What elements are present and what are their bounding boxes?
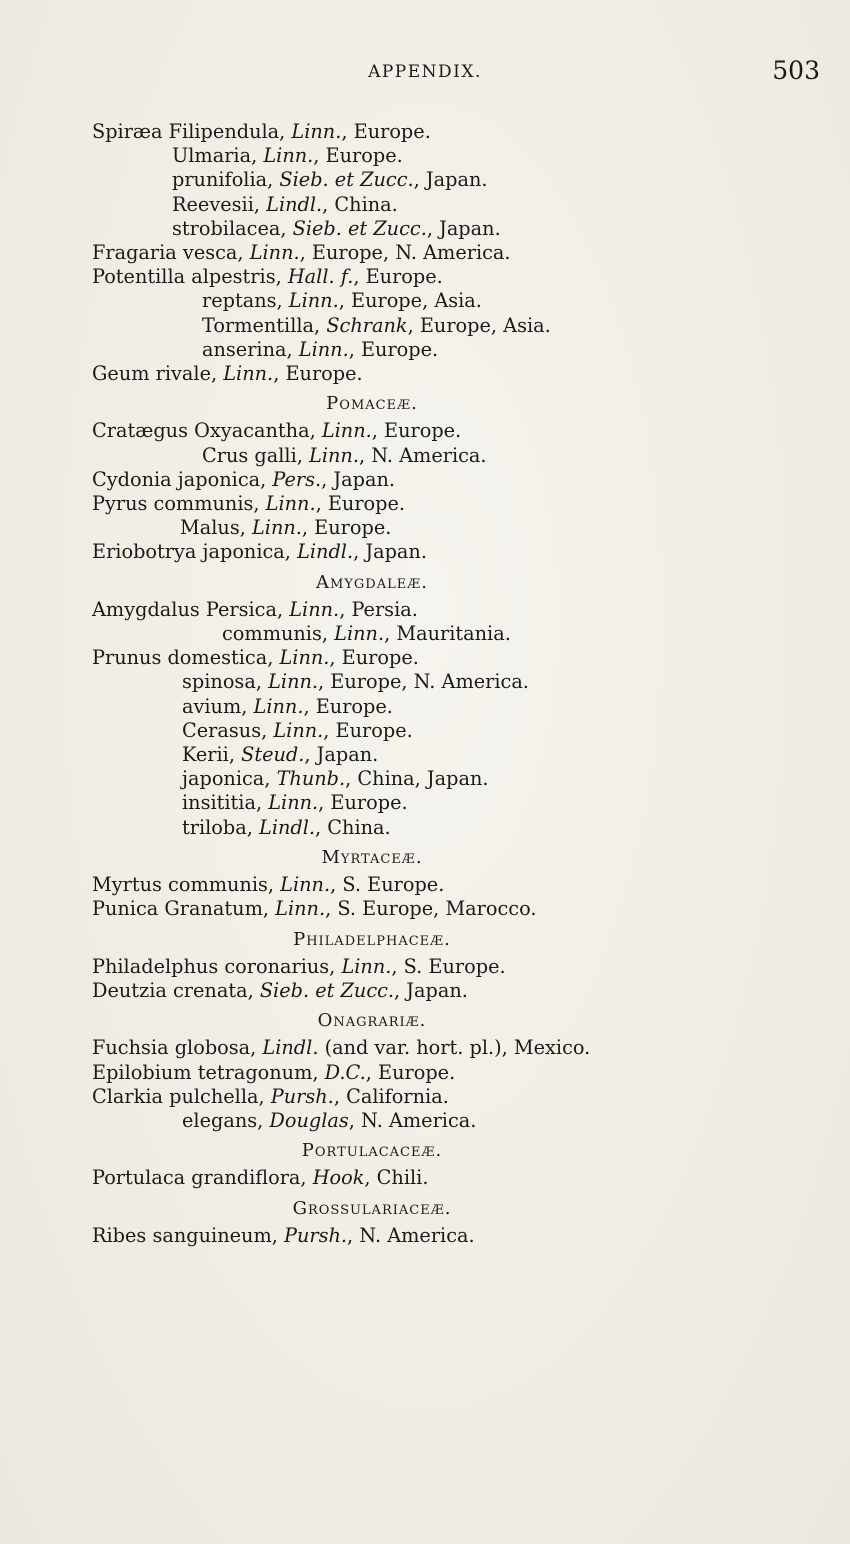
species-list (92, 120, 792, 1248)
species-entry: Philadelphus coronarius, Linn., S. Europe. (92, 954, 506, 978)
species-entry: elegans, Douglas, N. America. (182, 1108, 477, 1132)
species-entry: Prunus domestica, Linn., Europe. (92, 646, 419, 670)
section-heading: Portulacaceæ. (301, 1140, 443, 1162)
species-entry: reptans, Linn., Europe, Asia. (202, 289, 482, 313)
species-entry: Fragaria vesca, Linn., Europe, N. America. (92, 241, 511, 265)
species-entry: Pyrus communis, Linn., Europe. (92, 492, 406, 516)
species-entry: Cratægus Oxyacantha, Linn., Europe. (92, 419, 462, 443)
species-entry: Kerii, Steud., Japan. (182, 743, 379, 767)
species-entry: Cydonia japonica, Pers., Japan. (92, 467, 396, 491)
section-onagrariae (92, 1009, 792, 1133)
species-entry: Clarkia pulchella, Pursh., California. (92, 1084, 449, 1108)
species-entry: Malus, Linn., Europe. (180, 516, 392, 540)
species-entry: Eriobotrya japonica, Lindl., Japan. (92, 540, 427, 564)
section-amygdaleae (92, 571, 792, 840)
section-heading: Onagrariæ. (317, 1010, 427, 1032)
species-entry: japonica, Thunb., China, Japan. (182, 767, 489, 791)
species-entry: communis, Linn., Mauritania. (222, 622, 511, 646)
species-entry: Epilobium tetragonum, D.C., Europe. (92, 1060, 456, 1084)
page-number: 503 (772, 56, 820, 85)
species-entry: Myrtus communis, Linn., S. Europe. (92, 873, 445, 897)
species-entry: avium, Linn., Europe. (182, 694, 393, 718)
species-entry: Amygdalus Persica, Linn., Persia. (92, 597, 418, 621)
section-myrtaceae (92, 846, 792, 922)
section-portulacaceae (92, 1139, 792, 1190)
species-entry: Ulmaria, Linn., Europe. (172, 144, 403, 168)
species-entry: Reevesii, Lindl., China. (172, 192, 398, 216)
species-entry: Potentilla alpestris, Hall. f., Europe. (92, 265, 443, 289)
species-entry: Deutzia crenata, Sieb. et Zucc., Japan. (92, 978, 468, 1002)
species-entry: anserina, Linn., Europe. (202, 337, 439, 361)
species-entry: Tormentilla, Schrank, Europe, Asia. (202, 313, 551, 337)
species-entry: Portulaca grandiflora, Hook, Chili. (92, 1166, 429, 1190)
running-header: APPENDIX. (368, 62, 482, 82)
section-heading: Myrtaceæ. (321, 846, 423, 868)
species-entry: Spiræa Filipendula, Linn., Europe. (92, 120, 431, 143)
species-entry: Geum rivale, Linn., Europe. (92, 362, 363, 386)
species-entry: spinosa, Linn., Europe, N. America. (182, 670, 529, 694)
species-entry: Crus galli, Linn., N. America. (202, 443, 487, 467)
section-heading: Pomaceæ. (326, 393, 418, 415)
section-rosaceae (92, 120, 792, 386)
species-entry: prunifolia, Sieb. et Zucc., Japan. (172, 168, 488, 192)
species-entry: strobilacea, Sieb. et Zucc., Japan. (172, 216, 501, 240)
section-grossulariaceae (92, 1197, 792, 1248)
species-entry: Cerasus, Linn., Europe. (182, 718, 413, 742)
species-entry: triloba, Lindl., China. (182, 815, 391, 839)
species-entry: Fuchsia globosa, Lindl. (and var. hort. pl.), Mexico. (92, 1036, 591, 1060)
section-heading: Grossulariaceæ. (292, 1197, 452, 1219)
species-entry: Ribes sanguineum, Pursh., N. America. (92, 1223, 475, 1247)
section-pomaceae (92, 392, 792, 564)
section-heading: Amygdaleæ. (316, 571, 428, 593)
species-entry: insititia, Linn., Europe. (182, 791, 408, 815)
section-philadelphaceae (92, 928, 792, 1004)
species-entry: Punica Granatum, Linn., S. Europe, Marocco. (92, 897, 537, 921)
section-heading: Philadelphaceæ. (293, 928, 451, 950)
